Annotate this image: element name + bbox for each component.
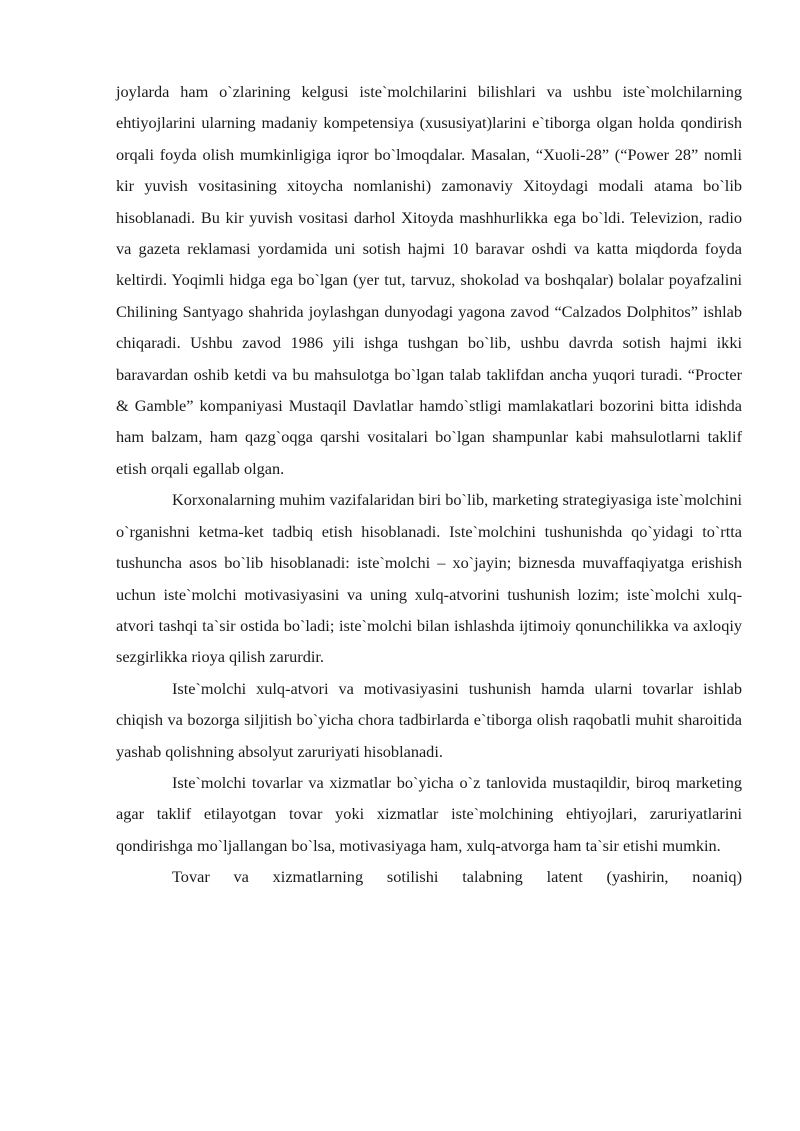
- paragraph-2: Korxonalarning muhim vazifalaridan biri bo`lib, marketing strategiyasiga iste`molchini o`rganishni ketma-ket tadbiq etish hisoblanadi. Iste`molchini tushunishda qo`yidagi to`rtta tushuncha asos bo`lib hisoblanadi: iste`molchi – xo`jayin; biznesda muvaffaqiyatga erishish uchun iste`molchi motivasiyasini va uning xulq-atvorini tushunish lozim; iste`molchi xulq-atvori tashqi ta`sir ostida bo`ladi; iste`molchi bilan ishlashda ijtimoiy qonunchilikka va axloqiy sezgirlikka rioya qilish zarurdir.: [116, 490, 742, 667]
- document-page: [116, 76, 742, 893]
- paragraph-1: joylarda ham o`zlarining kelgusi iste`molchilarini bilishlari va ushbu iste`molchilarning ehtiyojlarini ularning madaniy kompetensiya (xususiyat)larini e`tiborga olgan holda qondirish orqali foyda olish mumkinligiga iqror bo`lmoqdalar. Masalan, “Xuoli-28” (“Power 28” nomli kir yuvish vositasining xitoycha nomlanishi) zamonaviy Xitoydagi modali atama bo`lib hisoblanadi. Bu kir yuvish vositasi darhol Xitoyda mashhurlikka ega bo`ldi. Televizion, radio va gazeta reklamasi yordamida uni sotish hajmi 10 baravar oshdi va katta miqdorda foyda keltirdi. Yoqimli hidga ega bo`lgan (yer tut, tarvuz, shokolad va boshqalar) bolalar poyafzalini Chilining Santyago shahrida joylashgan dunyodagi yagona zavod “Calzados Dolphitos” ishlab chiqaradi. Ushbu zavod 1986 yili ishga tushgan bo`lib, ushbu davrda sotish hajmi ikki baravardan oshib ketdi va bu mahsulotga bo`lgan talab taklifdan ancha yuqori turadi. “Procter & Gamble” kompaniyasi Mustaqil Davlatlar hamdo`stligi mamlakatlari bozorini bitta idishda ham balzam, ham qazg`oqga qarshi vositalari bo`lgan shampunlar kabi mahsulotlarni taklif etish orqali egallab olgan.: [116, 82, 742, 478]
- paragraph-5: Tovar va xizmatlarning sotilishi talabning latent (yashirin, noaniq): [172, 867, 742, 887]
- paragraph-3: Iste`molchi xulq-atvori va motivasiyasini tushunish hamda ularni tovarlar ishlab chiqish va bozorga siljitish bo`yicha chora tadbirlarda e`tiborga olish raqobatli muhit sharoitida yashab qolishning absolyut zaruriyati hisoblanadi.: [116, 678, 742, 761]
- paragraph-4: Iste`molchi tovarlar va xizmatlar bo`yicha o`z tanlovida mustaqildir, biroq marketing agar taklif etilayotgan tovar yoki xizmatlar iste`molchining ehtiyojlari, zaruriyatlarini qondirishga mo`ljallangan bo`lsa, motivasiyaga ham, xulq-atvorga ham ta`sir etishi mumkin.: [116, 772, 742, 855]
